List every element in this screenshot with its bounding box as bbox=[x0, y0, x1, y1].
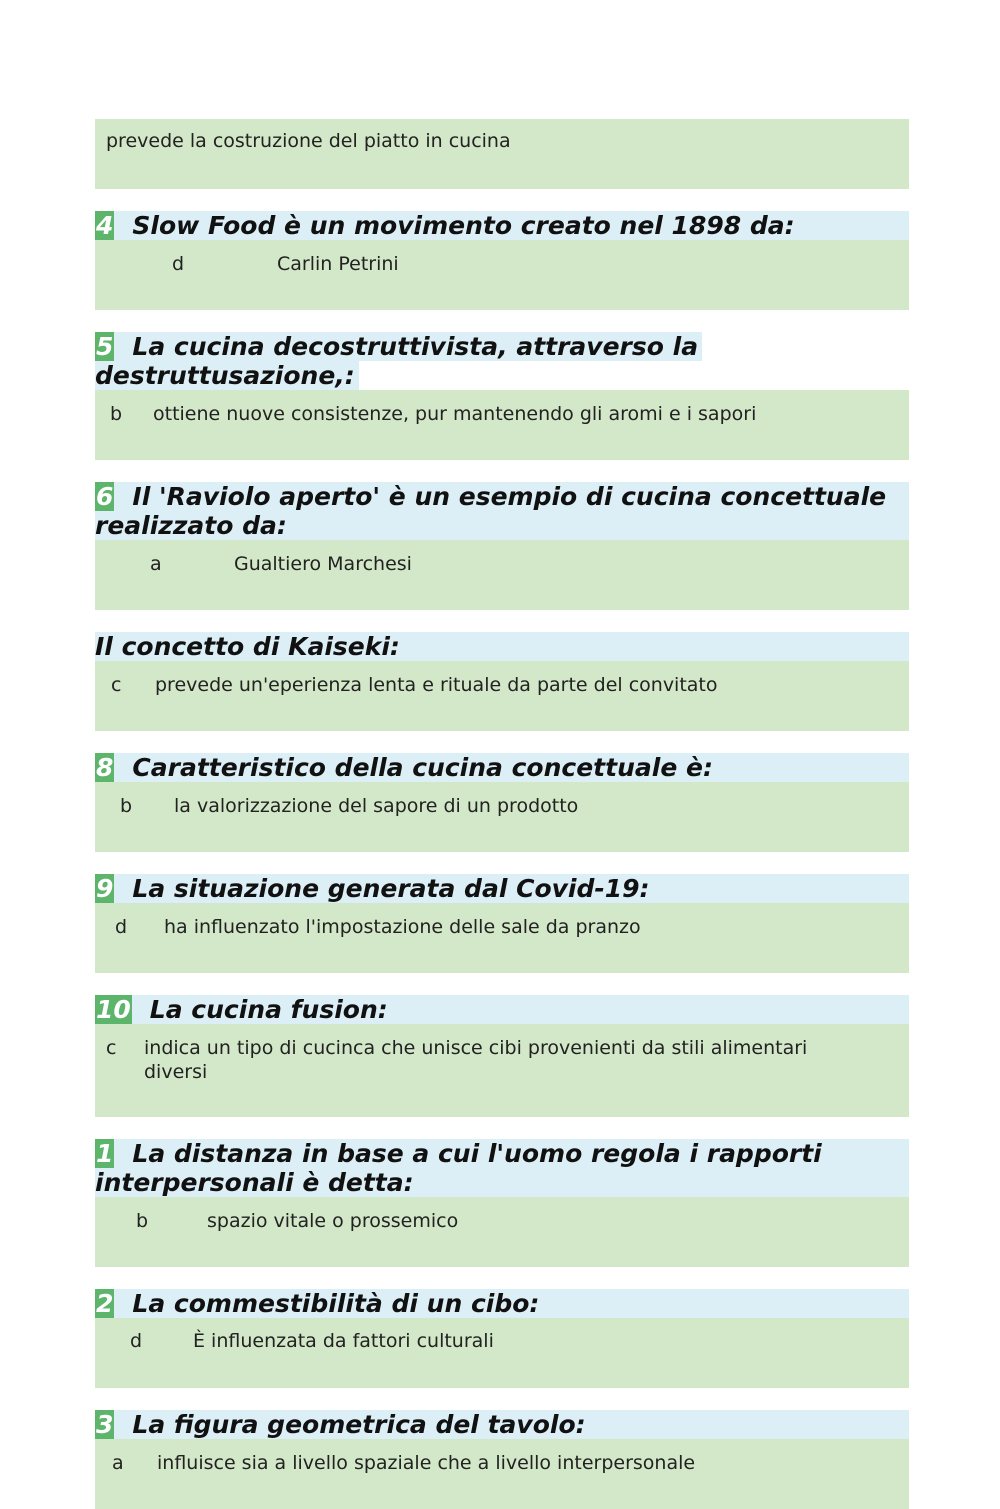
answer-text: Carlin Petrini bbox=[277, 253, 399, 275]
question-number: 4 bbox=[96, 211, 114, 240]
answer-box bbox=[95, 1197, 909, 1267]
question bbox=[95, 995, 909, 1024]
answer-letter: c bbox=[111, 674, 122, 696]
answer-box bbox=[95, 903, 909, 973]
answer-text: ottiene nuove consistenze, pur mantenendo gli aromi e i sapori bbox=[153, 403, 757, 425]
question bbox=[95, 1410, 909, 1439]
question-text: La figura geometrica del tavolo: bbox=[132, 1410, 586, 1439]
answer-text: prevede un'eperienza lenta e rituale da parte del convitato bbox=[155, 674, 718, 696]
answer-letter: b bbox=[110, 403, 123, 425]
quiz-document bbox=[95, 119, 909, 1509]
question-text: La situazione generata dal Covid-19: bbox=[132, 874, 650, 903]
question-text: La distanza in base a cui l'uomo regola i rapporti interpersonali è detta: bbox=[95, 1139, 822, 1197]
question-text: Il 'Raviolo aperto' è un esempio di cucina concettuale realizzato da: bbox=[95, 482, 887, 540]
answer-text: la valorizzazione del sapore di un prodotto bbox=[174, 795, 579, 817]
question-number: 3 bbox=[96, 1410, 114, 1439]
answer-text: influisce sia a livello spaziale che a livello interpersonale bbox=[157, 1452, 696, 1474]
question-number: 10 bbox=[96, 995, 131, 1024]
question bbox=[95, 482, 909, 540]
answer-text: È influenzata da fattori culturali bbox=[193, 1330, 494, 1352]
answer-box bbox=[95, 1318, 909, 1388]
answer-letter: a bbox=[150, 553, 162, 575]
answer-text: indica un tipo di cucinca che unisce cibi provenienti da stili alimentari diversi bbox=[144, 1037, 808, 1083]
answer-letter: d bbox=[130, 1330, 143, 1352]
question bbox=[95, 874, 909, 903]
question-number: 1 bbox=[96, 1139, 114, 1168]
question-text: Slow Food è un movimento creato nel 1898 da: bbox=[132, 211, 795, 240]
question bbox=[95, 332, 735, 390]
answer-text: Gualtiero Marchesi bbox=[234, 553, 412, 575]
answer-letter: d bbox=[115, 916, 128, 938]
answer-letter: b bbox=[120, 795, 133, 817]
question-text: La cucina fusion: bbox=[149, 995, 388, 1024]
question bbox=[95, 632, 909, 661]
question-number: 5 bbox=[96, 332, 114, 361]
answer-letter: a bbox=[112, 1452, 124, 1474]
answer-box bbox=[95, 540, 909, 610]
answer-letter: d bbox=[172, 253, 185, 275]
answer-text: spazio vitale o prossemico bbox=[207, 1210, 459, 1232]
question bbox=[95, 1289, 909, 1318]
answer-text: ha influenzato l'impostazione delle sale da pranzo bbox=[164, 916, 641, 938]
question-number: 9 bbox=[96, 874, 114, 903]
answer-box bbox=[95, 782, 909, 852]
answer-box bbox=[95, 390, 909, 460]
answer-box bbox=[95, 119, 909, 189]
question-text: La cucina decostruttivista, attraverso la destruttusazione,: bbox=[95, 332, 699, 390]
question-text: La commestibilità di un cibo: bbox=[132, 1289, 540, 1318]
question-number: 6 bbox=[96, 482, 114, 511]
answer-box bbox=[95, 1024, 909, 1117]
question-text: Caratteristico della cucina concettuale è: bbox=[132, 753, 713, 782]
answer-letter: b bbox=[136, 1210, 149, 1232]
answer-letter: c bbox=[106, 1037, 117, 1059]
answer-box bbox=[95, 661, 909, 731]
question bbox=[95, 753, 909, 782]
answer-box bbox=[95, 240, 909, 310]
answer-text: prevede la costruzione del piatto in cucina bbox=[106, 130, 511, 152]
question-text: Il concetto di Kaiseki: bbox=[95, 632, 400, 661]
question-number: 2 bbox=[96, 1289, 114, 1318]
question bbox=[95, 211, 909, 240]
question bbox=[95, 1139, 909, 1197]
answer-box bbox=[95, 1439, 909, 1509]
question-number: 8 bbox=[96, 753, 114, 782]
